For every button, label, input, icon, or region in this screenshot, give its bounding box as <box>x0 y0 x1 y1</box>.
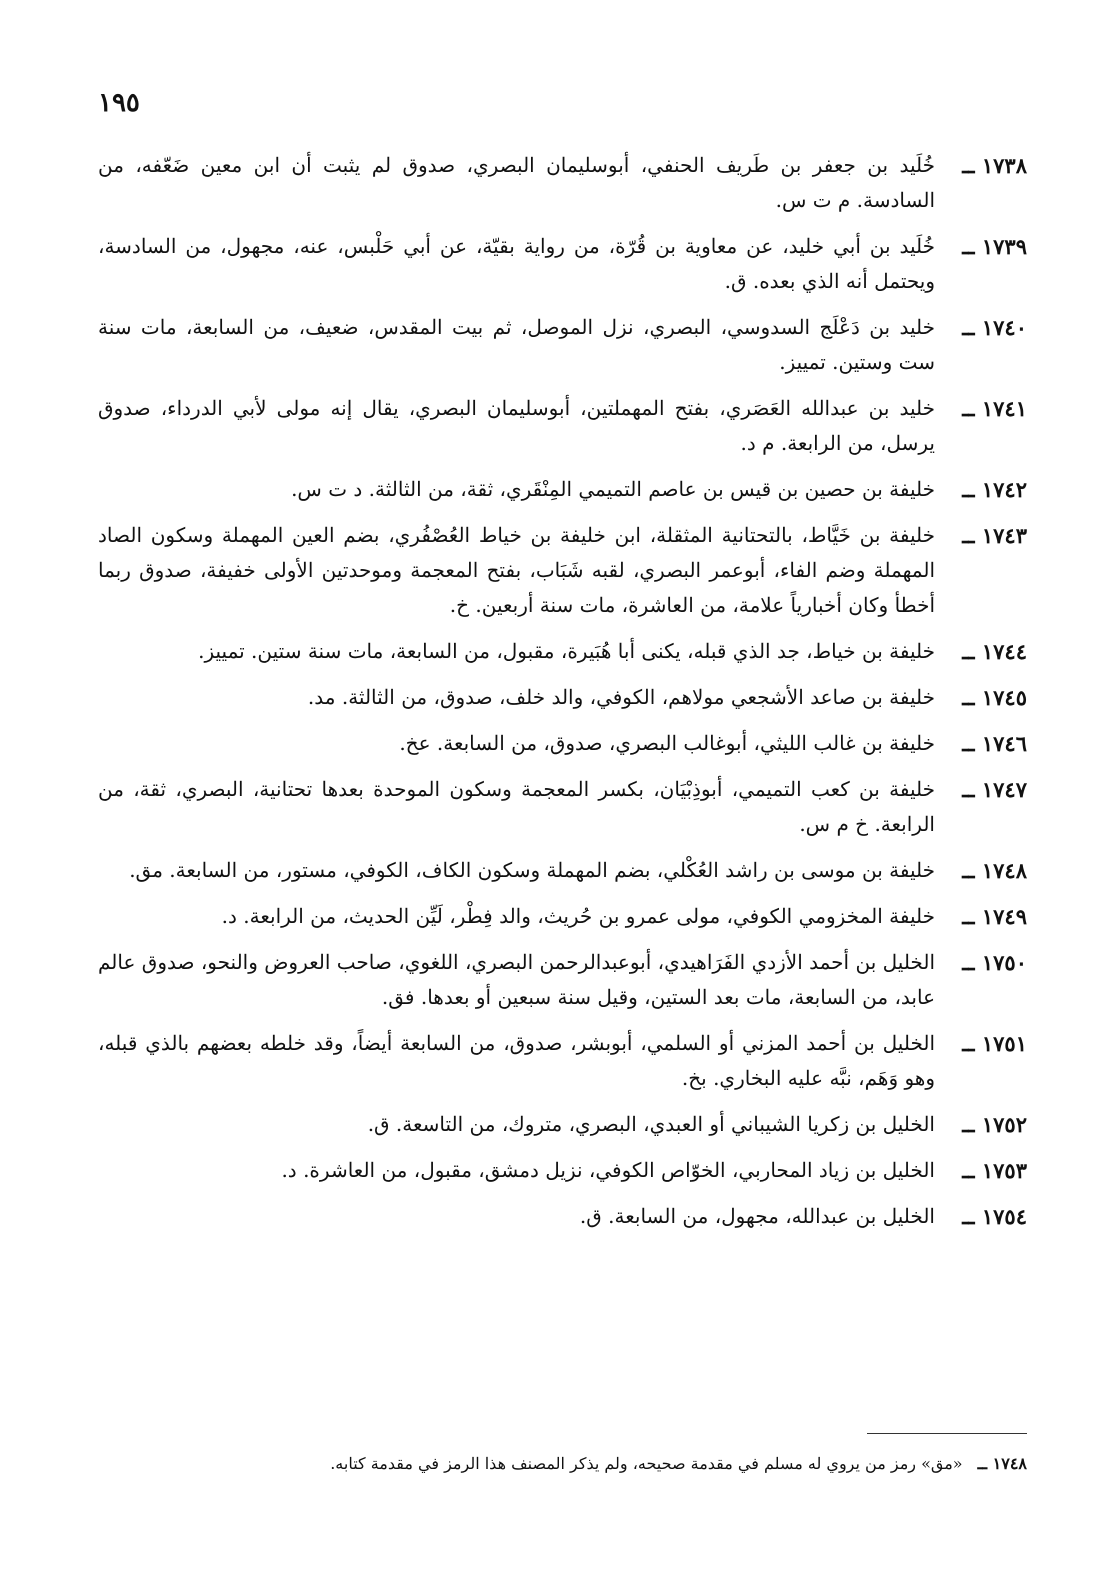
entry-text: خليفة المخزومي الكوفي، مولى عمرو بن حُريث، والد فِطْر، لَيِّن الحديث، من الرابعة. د. <box>221 904 935 928</box>
entry-dash: ــ <box>962 523 975 548</box>
entry-text: خليفة بن صاعد الأشجعي مولاهم، الكوفي، والد خلف، صدوق، من الثالثة. مد. <box>307 685 935 709</box>
entries-list <box>98 148 1027 1245</box>
entry <box>98 1026 1027 1096</box>
entry-number-value: ١٧٤٧ <box>981 777 1027 802</box>
entry <box>98 518 1027 623</box>
entry-dash: ــ <box>962 1204 975 1229</box>
entry-number <box>956 1107 1027 1142</box>
entry-number <box>956 853 1027 888</box>
footnote-number-value: ١٧٤٨ <box>992 1454 1027 1473</box>
entry-dash: ــ <box>962 950 975 975</box>
entry <box>98 899 1027 934</box>
entry-number <box>956 726 1027 761</box>
entry-dash: ــ <box>962 777 975 802</box>
footnote-number <box>978 1454 1027 1473</box>
entry-text: خليفة بن خَيَّاط، بالتحتانية المثقلة، ابن خليفة بن خياط العُصْفُري، بضم العين المهملة وسكون الصاد المهملة وضم الفاء، أبوعمر البصري، لقبه شَبَاب، بفتح المعجمة وموحدتين الأولى خفيفة، صدوق ربما أخطأ وكان أخبارياً علامة، من العاشرة، مات سنة أربعين. خ. <box>98 523 935 617</box>
entry <box>98 1153 1027 1188</box>
entry-number-value: ١٧٤٩ <box>981 904 1027 929</box>
entry-number-value: ١٧٤٥ <box>981 685 1027 710</box>
footnote <box>98 1450 1027 1478</box>
entry-number-value: ١٧٥١ <box>981 1031 1027 1056</box>
entry-number <box>956 772 1027 807</box>
entry <box>98 1199 1027 1234</box>
entry-text: خُلَيد بن أبي خليد، عن معاوية بن قُرّة، من رواية بقيّة، عن أبي حَلْبس، عنه، مجهول، من السادسة، ويحتمل أنه الذي بعده. ق. <box>98 234 935 293</box>
entry-number <box>956 634 1027 669</box>
entry-number-value: ١٧٥٤ <box>981 1204 1027 1229</box>
entry-number-value: ١٧٣٨ <box>981 153 1027 178</box>
entry-text: الخليل بن عبدالله، مجهول، من السابعة. ق. <box>579 1204 935 1228</box>
entry-dash: ــ <box>962 1158 975 1183</box>
entry <box>98 1107 1027 1142</box>
entry-dash: ــ <box>962 315 975 340</box>
entry-dash: ــ <box>962 1031 975 1056</box>
entry-number <box>956 229 1027 264</box>
entry-text: خليفة بن غالب الليثي، أبوغالب البصري، صدوق، من السابعة. عخ. <box>399 731 935 755</box>
entry-text: خليفة بن كعب التميمي، أبوذِبْيَان، بكسر المعجمة وسكون الموحدة بعدها تحتانية، البصري، ثقة، من الرابعة. خ م س. <box>98 777 935 836</box>
page-number: ١٩٥ <box>98 88 140 118</box>
entry-text: خليد بن دَعْلَج السدوسي، البصري، نزل الموصل، ثم بيت المقدس، ضعيف، من السابعة، مات سنة ست وستين. تمييز. <box>98 315 935 374</box>
entry-dash: ــ <box>962 904 975 929</box>
entry-dash: ــ <box>962 234 975 259</box>
entry-number-value: ١٧٤٤ <box>981 639 1027 664</box>
entry-number-value: ١٧٤٦ <box>981 731 1027 756</box>
entry-text: الخليل بن أحمد المزني أو السلمي، أبوبشر، صدوق، من السابعة أيضاً، وقد خلطه بعضهم بالذي قبله، وهو وَهَم، نبَّه عليه البخاري. بخ. <box>98 1031 935 1090</box>
entry-number-value: ١٧٤٢ <box>981 477 1027 502</box>
entry <box>98 310 1027 380</box>
entry-text: خليد بن عبدالله العَصَري، بفتح المهملتين، أبوسليمان البصري، يقال إنه مولى لأبي الدرداء، صدوق يرسل، من الرابعة. م د. <box>98 396 935 455</box>
entry-number-value: ١٧٥٢ <box>981 1112 1027 1137</box>
entry-dash: ــ <box>962 396 975 421</box>
entry-number <box>956 1199 1027 1234</box>
entry-number <box>956 148 1027 183</box>
entry-number <box>956 1026 1027 1061</box>
entry-number-value: ١٧٤١ <box>981 396 1027 421</box>
entry-text: الخليل بن زياد المحاربي، الخوّاص الكوفي، نزيل دمشق، مقبول، من العاشرة. د. <box>281 1158 935 1182</box>
entry-number <box>956 518 1027 553</box>
entry-dash: ــ <box>962 153 975 178</box>
entry <box>98 391 1027 461</box>
entry <box>98 772 1027 842</box>
entry-number-value: ١٧٤٨ <box>981 858 1027 883</box>
entry-number-value: ١٧٤٠ <box>981 315 1027 340</box>
entry <box>98 148 1027 218</box>
entry-dash: ــ <box>962 1112 975 1137</box>
entry-number-value: ١٧٥٣ <box>981 1158 1027 1183</box>
entry-dash: ــ <box>962 731 975 756</box>
entry <box>98 945 1027 1015</box>
entry <box>98 634 1027 669</box>
entry-dash: ــ <box>962 685 975 710</box>
entry-text: خُلَيد بن جعفر بن طَريف الحنفي، أبوسليمان البصري، صدوق لم يثبت أن ابن معين ضَعّفه، من السادسة. م ت س. <box>98 153 935 212</box>
entry-text: الخليل بن أحمد الأزدي الفَرَاهيدي، أبوعبدالرحمن البصري، اللغوي، صاحب العروض والنحو، صدوق عالم عابد، من السابعة، مات بعد الستين، وقيل سنة سبعين أو بعدها. فق. <box>98 950 935 1009</box>
entry <box>98 472 1027 507</box>
footnote-divider <box>867 1433 1027 1434</box>
entry-text: خليفة بن حصين بن قيس بن عاصم التميمي المِنْقَري، ثقة، من الثالثة. د ت س. <box>291 477 935 501</box>
entry-number <box>956 472 1027 507</box>
entry <box>98 853 1027 888</box>
entry-text: خليفة بن خياط، جد الذي قبله، يكنى أبا هُبَيرة، مقبول، من السابعة، مات سنة ستين. تمييز. <box>198 639 935 663</box>
entry-number-value: ١٧٣٩ <box>981 234 1027 259</box>
entry-number <box>956 310 1027 345</box>
entry-dash: ــ <box>962 477 975 502</box>
entry-text: الخليل بن زكريا الشيباني أو العبدي، البصري، متروك، من التاسعة. ق. <box>367 1112 935 1136</box>
entry-number <box>956 945 1027 980</box>
entry-dash: ــ <box>962 639 975 664</box>
entry-number-value: ١٧٥٠ <box>981 950 1027 975</box>
entry-number <box>956 899 1027 934</box>
footnote-dash: ــ <box>977 1454 988 1473</box>
entry-number <box>956 680 1027 715</box>
entry-number <box>956 391 1027 426</box>
footnote-text: «مق» رمز من يروي له مسلم في مقدمة صحيحه، ولم يذكر المصنف هذا الرمز في مقدمة كتابه. <box>330 1454 963 1473</box>
entry-dash: ــ <box>962 858 975 883</box>
entry <box>98 726 1027 761</box>
entry-text: خليفة بن موسى بن راشد العُكْلي، بضم المهملة وسكون الكاف، الكوفي، مستور، من السابعة. مق. <box>129 858 935 882</box>
entry-number <box>956 1153 1027 1188</box>
entry-number-value: ١٧٤٣ <box>981 523 1027 548</box>
entry <box>98 229 1027 299</box>
entry <box>98 680 1027 715</box>
